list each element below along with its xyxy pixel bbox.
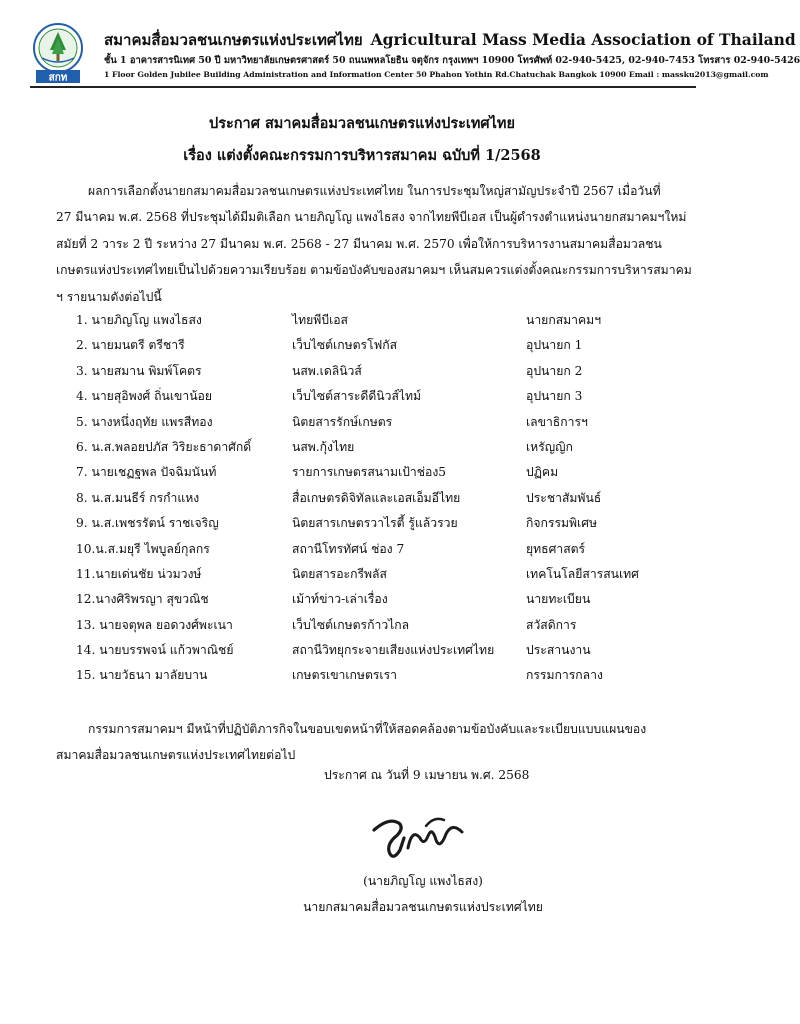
member-position: ยุทธศาสตร์ [526,541,586,556]
intro-paragraph [56,178,692,310]
member-organization: รายการเกษตรสนามเป้าช่อง5 [292,465,447,480]
member-organization: นิตยสารอะกรีพลัส [292,566,387,581]
member-name: 5. นางหนึ่งฤทัย แพรสีทอง [76,414,213,429]
member-position: เหรัญญิก [526,439,573,454]
committee-row [76,311,676,336]
committee-row [76,413,676,438]
member-name: 14. นายบรรพจน์ แก้วพาณิชย์ [76,643,234,658]
member-position: ประสานงาน [526,643,591,658]
member-name: 7. นายเชฏฐพล ปัจฉิมนันท์ [76,465,217,480]
member-name: 9. น.ส.เพชรรัตน์ ราชเจริญ [76,516,219,531]
member-organization: เม้าท์ข่าว-เล่าเรื่อง [292,592,388,607]
letterhead [28,22,800,84]
member-organization: เว็บไซต์เกษตรโฟกัส [292,338,398,353]
member-position: กรรมการกลาง [526,668,603,683]
member-position: นายทะเบียน [526,592,591,607]
committee-row [76,641,676,666]
association-logo [28,22,88,84]
member-name: 12.นางศิริพรญา สุขวณิช [76,592,209,607]
member-position: เลขาธิการฯ [526,414,588,429]
committee-row [76,489,676,514]
announcement-subject: เรื่อง แต่งตั้งคณะกรรมการบริหารสมาคม ฉบับที่ 1/2568 [183,147,541,164]
member-name: 2. นายมนตรี ตรีชารี [76,338,185,353]
intro-line: ฯ รายนามดังต่อไปนี้ [56,289,162,304]
intro-line: สมัยที่ 2 วาระ 2 ปี ระหว่าง 27 มีนาคม พ.ศ. 2568 - 27 มีนาคม พ.ศ. 2570 เพื่อให้การบริหารงานสมาคมสื่อมวลชน [56,236,662,251]
association-name [104,28,796,52]
member-name: 11.นายเด่นชัย น่วมวงษ์ [76,566,202,581]
member-organization: นสพ.เดลินิวส์ [292,363,362,378]
association-name-en: Agricultural Mass Media Association of Thailand [370,30,796,49]
member-organization: ไทยพีบีเอส [292,313,348,327]
member-name: 4. นายสุอิพงศ์ ถิ่นเขาน้อย [76,389,213,404]
signature [368,808,468,864]
member-position: เทคโนโลยีสารสนเทศ [526,566,639,581]
member-position: อุปนายก 3 [526,389,583,404]
intro-line: ผลการเลือกตั้งนายกสมาคมสื่อมวลชนเกษตรแห่งประเทศไทย ในการประชุมใหญ่สามัญประจำปี 2567 เมื่อวันที่ [88,184,661,198]
header-divider [30,86,696,88]
committee-row [76,666,676,691]
announcement-title: ประกาศ สมาคมสื่อมวลชนเกษตรแห่งประเทศไทย [209,115,515,132]
committee-list [76,311,676,692]
member-name: 13. นายจตุพล ยอดวงศ์พะเนา [76,617,233,632]
committee-row [76,514,676,539]
member-name: 1. นายภิญโญ แพงไธสง [76,313,202,327]
member-organization: นิตยสารรักษ์เกษตร [292,414,393,429]
committee-row [76,387,676,412]
member-name: 3. นายสมาน พิมพ์โคตร [76,363,202,378]
announcement-date: ประกาศ ณ วันที่ 9 เมษายน พ.ศ. 2568 [324,768,530,782]
member-position: ปฏิคม [526,465,559,480]
committee-row [76,463,676,488]
intro-line: เกษตรแห่งประเทศไทยเป็นไปด้วยความเรียบร้อย ตามข้อบังคับของสมาคมฯ เห็นสมควรแต่งตั้งคณะกรรมการบริหารสมาคม [56,263,692,278]
committee-row [76,616,676,641]
member-position: อุปนายก 1 [526,338,583,353]
member-organization: สื่อเกษตรดิจิทัลและเอสเอ็มอีไทย [292,490,461,505]
intro-line: 27 มีนาคม พ.ศ. 2568 ที่ประชุมได้มีมติเลือก นายภิญโญ แพงไธสง จากไทยพีบีเอส เป็นผู้ดำรงตำแหน่งนายกสมาคมฯใหม่ [56,210,687,225]
committee-row [76,336,676,361]
committee-row [76,565,676,590]
address-en: 1 Floor Golden Jubilee Building Administration and Information Center 50 Phahon Yothin Rd.Chatuchak Bangkok 10900 Email : massku2013@gmail.com [104,70,769,79]
member-organization: สถานีโทรทัศน์ ช่อง 7 [292,541,405,556]
member-position: อุปนายก 2 [526,363,583,378]
closing-line: สมาคมสื่อมวลชนเกษตรแห่งประเทศไทยต่อไป [56,748,296,763]
committee-row [76,438,676,463]
address-th: ชั้น 1 อาคารสารนิเทศ 50 ปี มหาวิทยาลัยเกษตรศาสตร์ 50 ถนนพหลโยธิน จตุจักร กรุงเทพฯ 10900 โทรศัพท์ 02-940-5425, 02-940-7453 โทรสาร 02-940-5426 [104,55,800,66]
committee-row [76,540,676,565]
member-position: สวัสดิการ [526,617,577,632]
member-position: ประชาสัมพันธ์ [526,490,602,505]
member-organization: เกษตรเขาเกษตรเรา [292,668,397,683]
committee-row [76,590,676,615]
member-name: 8. น.ส.มนธีร์ กรกำแหง [76,490,200,505]
member-organization: เว็บไซต์เกษตรก้าวไกล [292,617,410,632]
member-organization: สถานีวิทยุกระจายเสียงแห่งประเทศไทย [292,643,495,658]
signer-role: นายกสมาคมสื่อมวลชนเกษตรแห่งประเทศไทย [303,900,543,914]
member-position: นายกสมาคมฯ [526,313,602,327]
closing-line: กรรมการสมาคมฯ มีหน้าที่ปฏิบัติภารกิจในขอบเขตหน้าที่ให้สอดคล้องตามข้อบังคับและระเบียบแบบแผนของ [88,722,647,736]
member-organization: นสพ.กุ้งไทย [292,439,355,454]
closing-paragraph [56,716,672,769]
member-name: 10.น.ส.มยุรี ไพบูลย์กุลกร [76,541,210,556]
member-organization: เว็บไซต์สาระดีดีนิวส์ไทม์ [292,389,422,404]
committee-row [76,362,676,387]
member-name: 6. น.ส.พลอยปภัส วิริยะธาดาศักดิ์ [76,439,252,454]
signer-name: (นายภิญโญ แพงไธสง) [363,874,483,888]
association-name-th: สมาคมสื่อมวลชนเกษตรแห่งประเทศไทย [104,31,363,49]
member-name: 15. นายวัธนา มาลัยบาน [76,668,208,683]
logo-text: สกท [48,72,68,84]
member-position: กิจกรรมพิเศษ [526,516,597,531]
member-organization: นิตยสารเกษตรวาไรตี้ รู้แล้วรวย [292,516,458,531]
